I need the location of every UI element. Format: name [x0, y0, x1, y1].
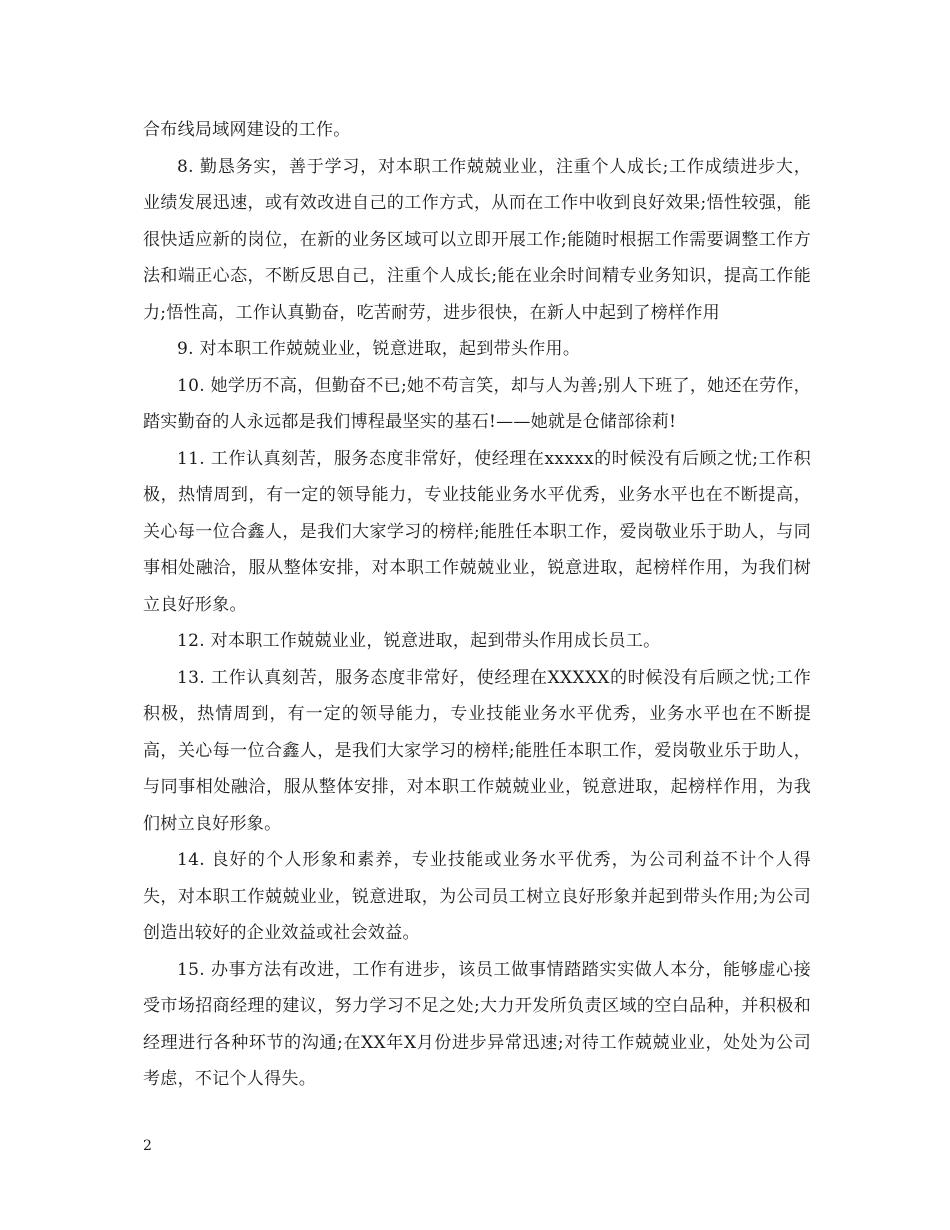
paragraph-item-9: 9. 对本职工作兢兢业业，锐意进取，起到带头作用。 — [177, 339, 581, 359]
paragraph-continued: 合布线局域网建设的工作。 — [143, 120, 351, 140]
document-body — [143, 112, 811, 1098]
paragraph-item-15: 15. 办事方法有改进，工作有进步，该员工做事情踏踏实实做人本分，能够虚心接受市场招商经理的建议，努力学习不足之处;大力开发所负责区域的空白品种，并积极和经理进行各种环节的沟通;在XX年X月份进步异常迅速;对待工作兢兢业业，处处为公司考虑，不记个人得失。 — [143, 959, 811, 1089]
paragraph-item-14: 14. 良好的个人形象和素养，专业技能或业务水平优秀，为公司利益不计个人得失，对本职工作兢兢业业，锐意进取，为公司员工树立良好形象并起到带头作用;为公司创造出较好的企业效益或社会效益。 — [143, 850, 811, 943]
paragraph-item-10: 10. 她学历不高，但勤奋不已;她不苟言笑，却与人为善;别人下班了，她还在劳作，踏实勤奋的人永远都是我们博程最坚实的基石!——她就是仓储部徐莉! — [143, 375, 811, 432]
page-number: 2 — [143, 1138, 152, 1154]
paragraph-item-8: 8. 勤恳务实，善于学习，对本职工作兢兢业业，注重个人成长;工作成绩进步大，业绩发展迅速，或有效改进自己的工作方式，从而在工作中收到良好效果;悟性较强，能很快适应新的岗位，在新的业务区域可以立即开展工作;能随时根据工作需要调整工作方法和端正心态，不断反思自己，注重个人成长;能在业余时间精专业务知识，提高工作能力;悟性高，工作认真勤奋，吃苦耐劳，进步很快，在新人中起到了榜样作用 — [143, 156, 811, 323]
paragraph-item-13: 13. 工作认真刻苦，服务态度非常好，使经理在XXXXX的时候没有后顾之忧;工作积极，热情周到，有一定的领导能力，专业技能业务水平优秀，业务水平也在不断提高，关心每一位合鑫人，是我们大家学习的榜样;能胜任本职工作，爱岗敬业乐于助人，与同事相处融洽，服从整体安排，对本职工作兢兢业业，锐意进取，起榜样作用，为我们树立良好形象。 — [143, 667, 811, 834]
paragraph-item-11: 11. 工作认真刻苦，服务态度非常好，使经理在xxxxx的时候没有后顾之忧;工作积极，热情周到，有一定的领导能力，专业技能业务水平优秀，业务水平也在不断提高，关心每一位合鑫人，是我们大家学习的榜样;能胜任本职工作，爱岗敬业乐于助人，与同事相处融洽，服从整体安排，对本职工作兢兢业业，锐意进取，起榜样作用，为我们树立良好形象。 — [143, 448, 811, 615]
paragraph-item-12: 12. 对本职工作兢兢业业，锐意进取，起到带头作用成长员工。 — [177, 631, 661, 651]
